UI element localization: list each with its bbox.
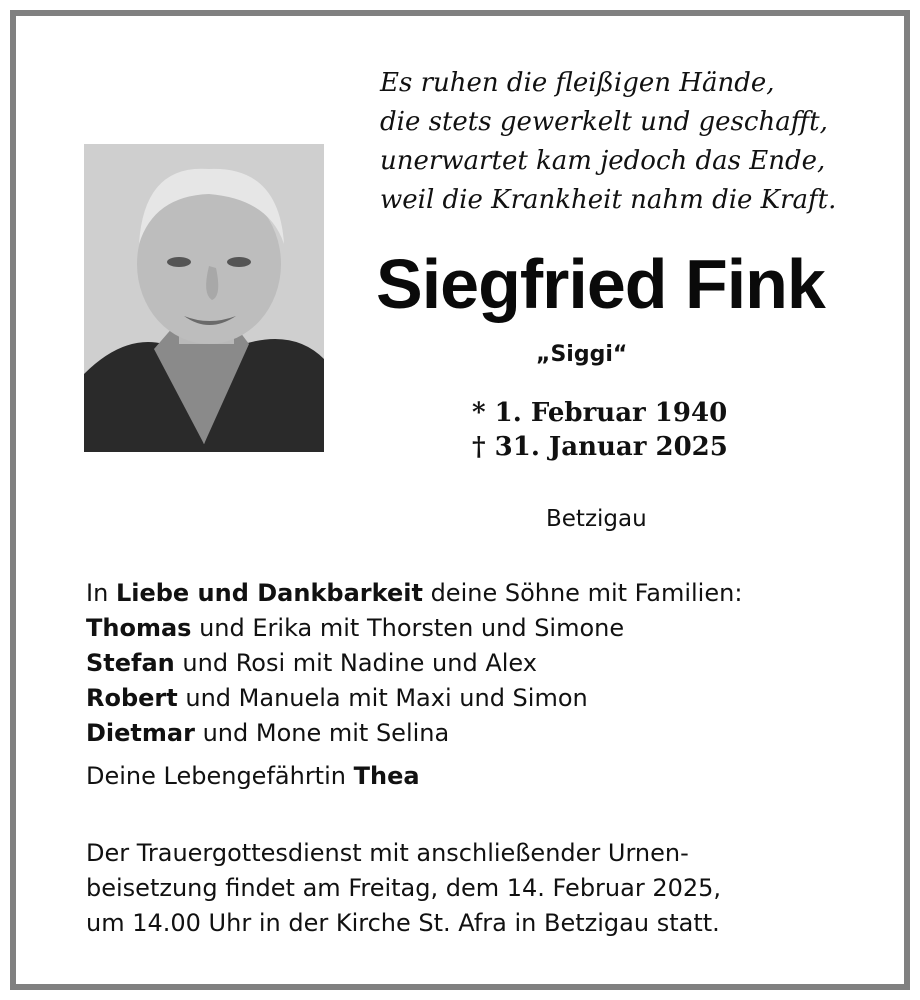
portrait-photo bbox=[84, 144, 324, 452]
family-member bbox=[86, 611, 866, 646]
family-intro bbox=[86, 576, 866, 611]
poem-line: weil die Krankheit nahm die Kraft. bbox=[380, 185, 837, 215]
death-date: † 31. Januar 2025 bbox=[472, 432, 728, 462]
member-rest: und Rosi mit Nadine und Alex bbox=[182, 649, 537, 677]
service-line: Der Trauergottesdienst mit anschließender Urnen- bbox=[86, 839, 689, 867]
home-place: Betzigau bbox=[546, 506, 647, 532]
intro-prefix: In bbox=[86, 579, 109, 607]
deceased-nickname: „Siggi“ bbox=[536, 342, 628, 367]
life-dates bbox=[472, 396, 728, 464]
intro-suffix: deine Söhne mit Familien: bbox=[430, 579, 743, 607]
partner-name: Thea bbox=[353, 762, 420, 790]
poem-line: Es ruhen die fleißigen Hände, bbox=[380, 68, 775, 98]
poem-line: die stets gewerkelt und geschafft, bbox=[380, 107, 828, 137]
family-member bbox=[86, 646, 866, 681]
member-name: Stefan bbox=[86, 649, 175, 677]
memorial-poem bbox=[380, 64, 880, 220]
member-name: Thomas bbox=[86, 614, 192, 642]
poem-line: unerwartet kam jedoch das Ende, bbox=[380, 146, 826, 176]
obituary-frame bbox=[10, 10, 910, 990]
service-notice bbox=[86, 836, 866, 941]
deceased-name: Siegfried Fink bbox=[376, 245, 825, 323]
member-name: Dietmar bbox=[86, 719, 195, 747]
partner-line bbox=[86, 759, 866, 794]
member-rest: und Erika mit Thorsten und Simone bbox=[199, 614, 625, 642]
family-member bbox=[86, 716, 866, 751]
member-name: Robert bbox=[86, 684, 178, 712]
member-rest: und Manuela mit Maxi und Simon bbox=[185, 684, 588, 712]
partner-prefix: Deine Lebengefährtin bbox=[86, 762, 346, 790]
family-member bbox=[86, 681, 866, 716]
intro-bold: Liebe und Dankbarkeit bbox=[115, 579, 423, 607]
service-line: um 14.00 Uhr in der Kirche St. Afra in Betzigau statt. bbox=[86, 909, 720, 937]
birth-date: * 1. Februar 1940 bbox=[472, 398, 728, 428]
family-list bbox=[86, 576, 866, 794]
service-line: beisetzung findet am Freitag, dem 14. Februar 2025, bbox=[86, 874, 722, 902]
member-rest: und Mone mit Selina bbox=[202, 719, 450, 747]
